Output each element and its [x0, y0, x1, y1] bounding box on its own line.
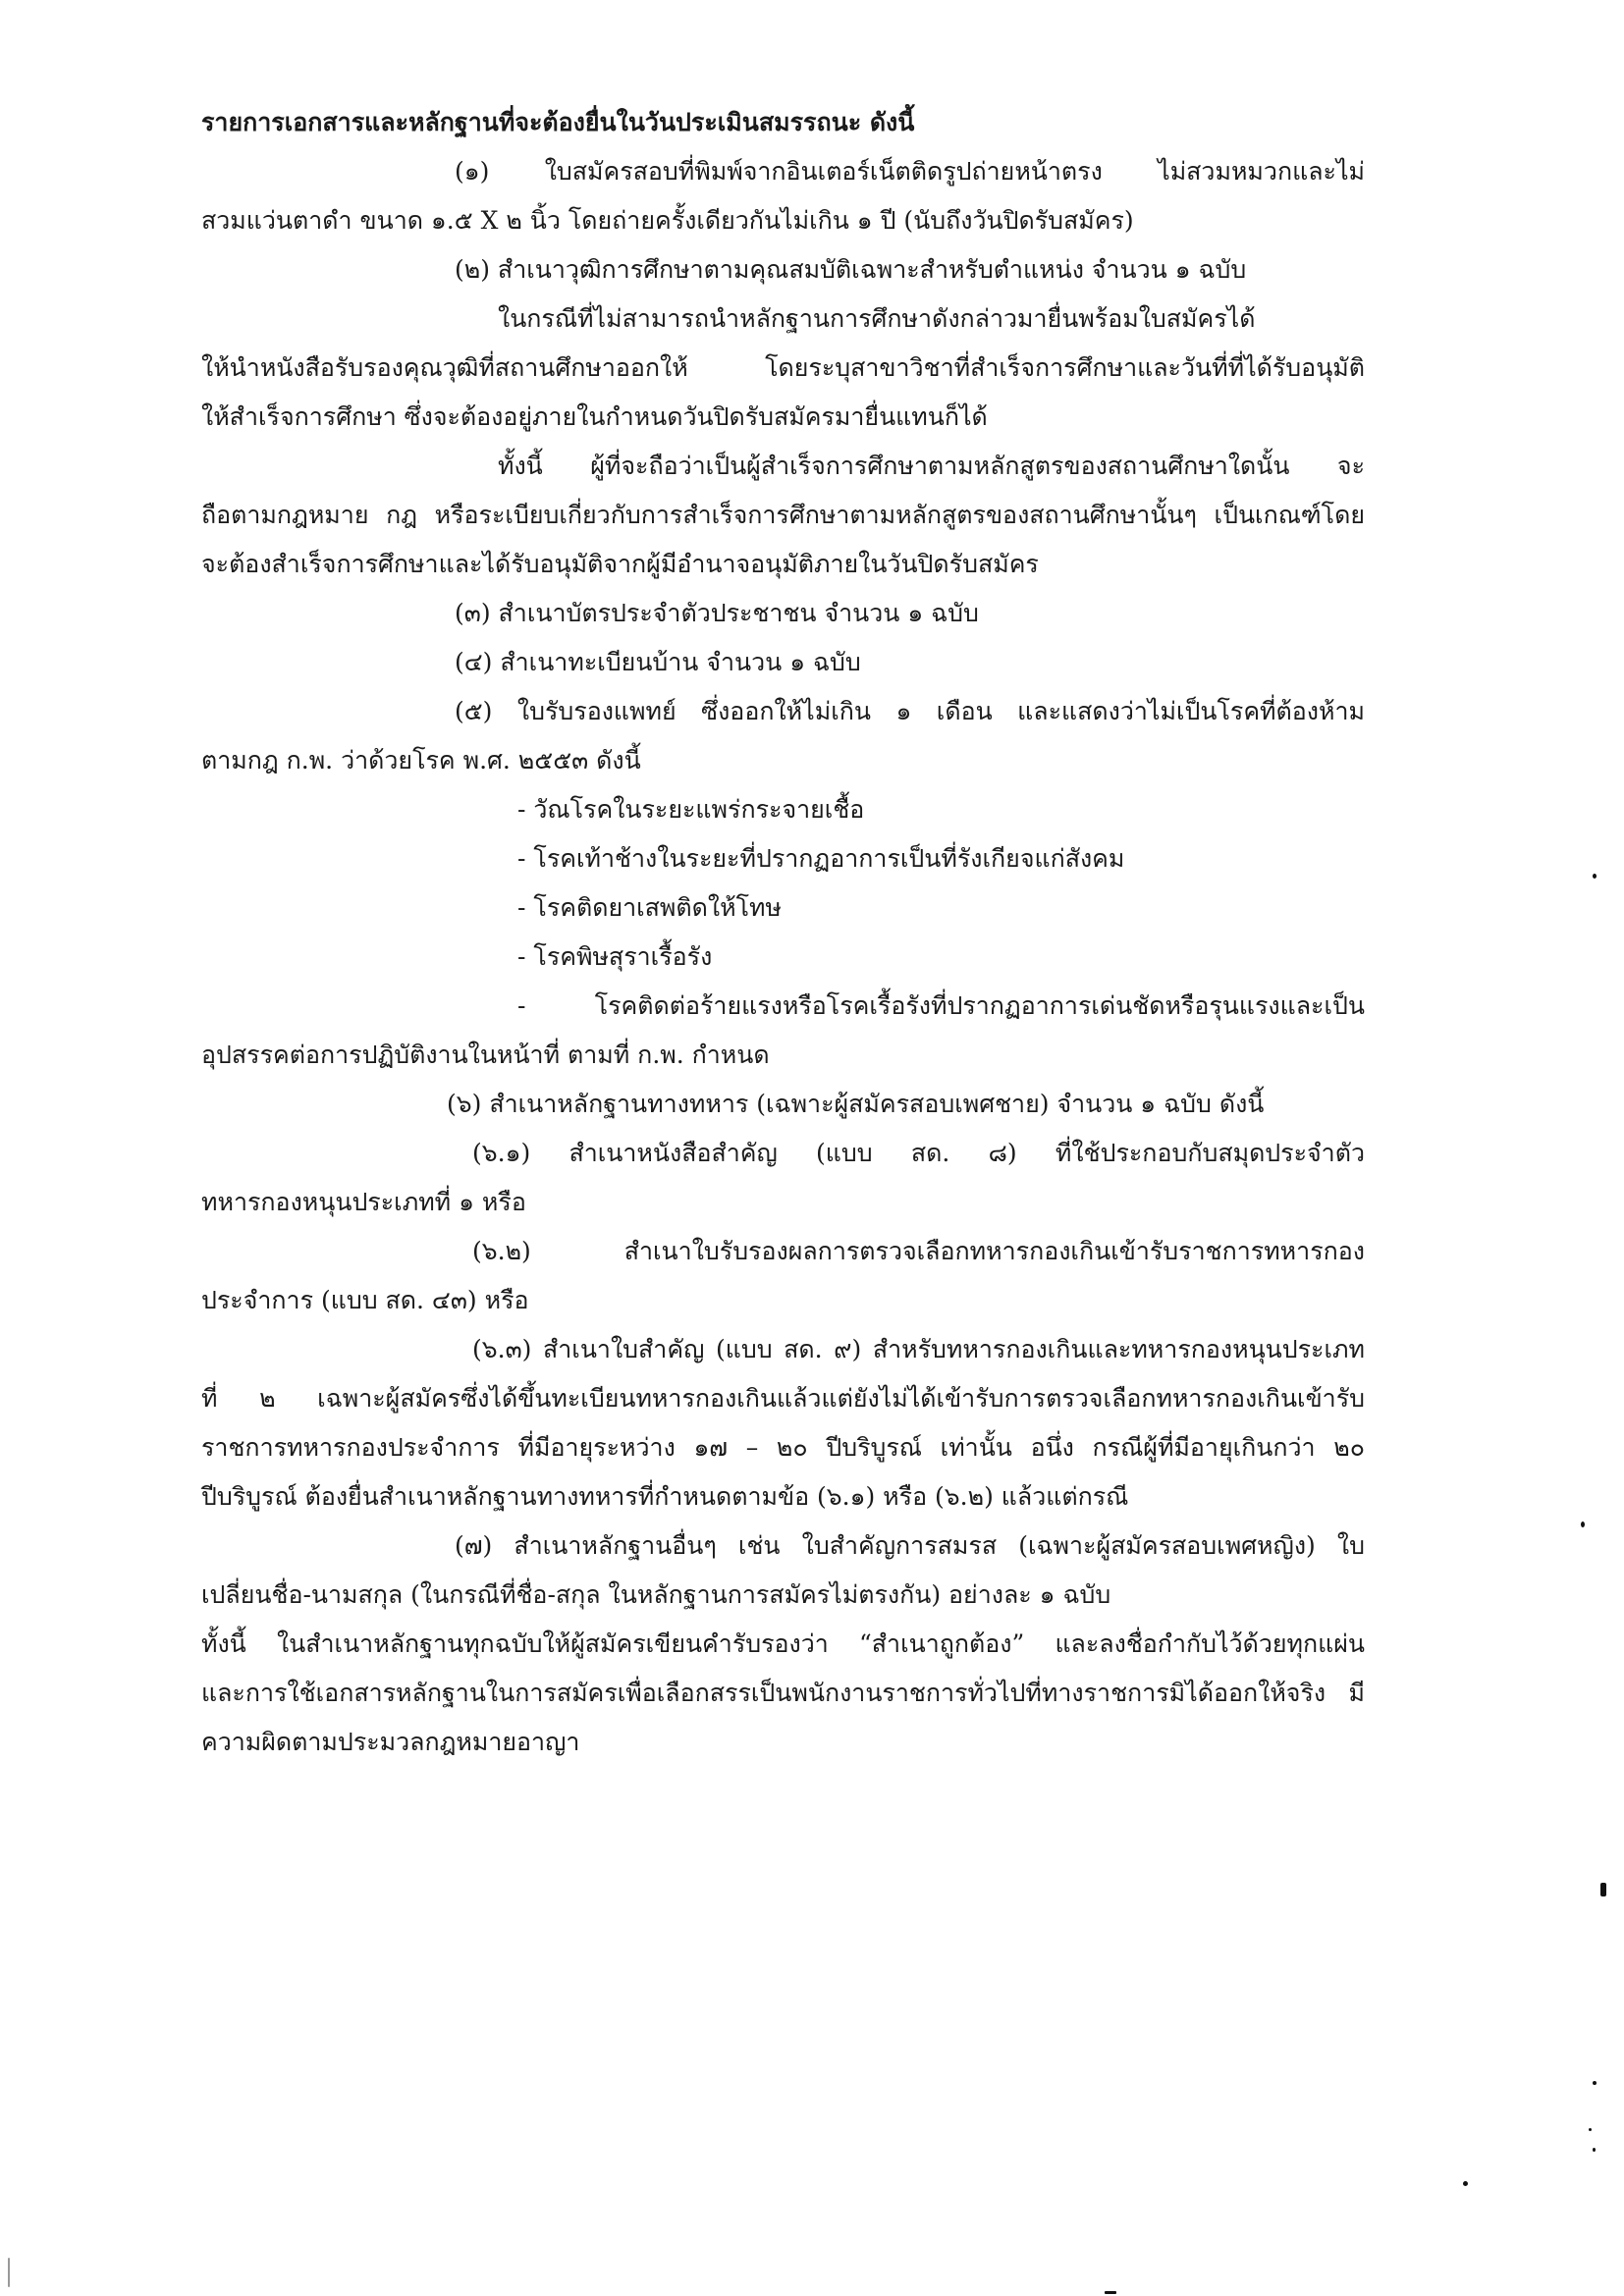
item-6-3-line-1: (๖.๓) สำเนาใบสำคัญ (แบบ สด. ๙) สำหรับทหารกองเกินและทหารกองหนุนประเภท	[472, 1335, 1365, 1363]
item-2-line-7: จะต้องสำเร็จการศึกษาและได้รับอนุมัติจากผู้มีอำนาจอนุมัติภายในวันปิดรับสมัคร	[201, 550, 1039, 578]
scan-speck	[1589, 2128, 1592, 2131]
item-6-2-line-1: (๖.๒) สำเนาใบรับรองผลการตรวจเลือกทหารกองเกินเข้ารับราชการทหารกอง	[472, 1237, 1365, 1265]
item-5-line-1: (๕) ใบรับรองแพทย์ ซึ่งออกให้ไม่เกิน ๑ เดือน และแสดงว่าไม่เป็นโรคที่ต้องห้าม	[455, 697, 1365, 725]
scan-speck	[1581, 1522, 1585, 1527]
item-2-line-6: ถือตามกฎหมาย กฎ หรือระเบียบเกี่ยวกับการสำเร็จการศึกษาตามหลักสูตรของสถานศึกษานั้นๆ เป็นเกณฑ์โดย	[201, 501, 1365, 529]
item-1-line-1: (๑) ใบสมัครสอบที่พิมพ์จากอินเตอร์เน็ตติดรูปถ่ายหน้าตรง ไม่สวมหมวกและไม่	[455, 157, 1365, 186]
scan-speck	[1593, 874, 1597, 879]
item-5-line-2: ตามกฎ ก.พ. ว่าด้วยโรค พ.ศ. ๒๕๕๓ ดังนี้	[201, 746, 641, 774]
item-7-line-1: (๗) สำเนาหลักฐานอื่นๆ เช่น ใบสำคัญการสมรส (เฉพาะผู้สมัครสอบเพศหญิง) ใบ	[455, 1531, 1365, 1560]
item-2-line-1: (๒) สำเนาวุฒิการศึกษาตามคุณสมบัติเฉพาะสำหรับตำแหน่ง จำนวน ๑ ฉบับ	[455, 255, 1247, 284]
disease-item-2: - โรคเท้าช้างในระยะที่ปรากฏอาการเป็นที่รังเกียจแก่สังคม	[517, 844, 1125, 873]
scan-speck	[1593, 2081, 1597, 2085]
item-7-line-2: เปลี่ยนชื่อ-นามสกุล (ในกรณีที่ชื่อ-สกุล ในหลักฐานการสมัครไม่ตรงกัน) อย่างละ ๑ ฉบับ	[201, 1580, 1111, 1609]
document-heading: รายการเอกสารและหลักฐานที่จะต้องยื่นในวันประเมินสมรรถนะ ดังนี้	[201, 108, 915, 136]
disease-item-5-line-1: - โรคติดต่อร้ายแรงหรือโรคเรื้อรังที่ปรากฏอาการเด่นชัดหรือรุนแรงและเป็น	[517, 991, 1365, 1020]
item-3-line: (๓) สำเนาบัตรประจำตัวประชาชน จำนวน ๑ ฉบับ	[455, 599, 979, 627]
scan-speck	[1593, 2148, 1596, 2152]
item-6-3-line-3: ราชการทหารกองประจำการ ที่มีอายุระหว่าง ๑๗ – ๒๐ ปีบริบูรณ์ เท่านั้น อนึ่ง กรณีผู้ที่มีอายุเกินกว่า ๒๐	[201, 1433, 1365, 1462]
item-6-1-line-2: ทหารกองหนุนประเภทที่ ๑ หรือ	[201, 1188, 526, 1216]
item-6-1-line-1: (๖.๑) สำเนาหนังสือสำคัญ (แบบ สด. ๘) ที่ใช้ประกอบกับสมุดประจำตัว	[472, 1139, 1365, 1167]
item-4-line: (๔) สำเนาทะเบียนบ้าน จำนวน ๑ ฉบับ	[455, 648, 861, 676]
disease-item-4: - โรคพิษสุราเรื้อรัง	[517, 942, 713, 971]
disease-item-1: - วัณโรคในระยะแพร่กระจายเชื้อ	[517, 795, 865, 824]
item-6-line: (๖) สำเนาหลักฐานทางทหาร (เฉพาะผู้สมัครสอบเพศชาย) จำนวน ๑ ฉบับ ดังนี้	[447, 1090, 1265, 1118]
item-6-3-line-4: ปีบริบูรณ์ ต้องยื่นสำเนาหลักฐานทางทหารที่กำหนดตามข้อ (๖.๑) หรือ (๖.๒) แล้วแต่กรณี	[201, 1482, 1129, 1511]
item-1-line-2: สวมแว่นตาดำ ขนาด ๑.๕ X ๒ นิ้ว โดยถ่ายครั้งเดียวกันไม่เกิน ๑ ปี (นับถึงวันปิดรับสมัคร)	[201, 206, 1134, 235]
scan-speck	[1105, 2291, 1116, 2294]
scan-speck	[1463, 2181, 1468, 2186]
item-6-3-line-2: ที่ ๒ เฉพาะผู้สมัครซึ่งได้ขึ้นทะเบียนทหารกองเกินแล้วแต่ยังไม่ได้เข้ารับการตรวจเลือกทหารกองเกินเข้ารับ	[201, 1384, 1365, 1413]
disease-item-3: - โรคติดยาเสพติดให้โทษ	[517, 893, 782, 922]
item-2-line-2: ในกรณีที่ไม่สามารถนำหลักฐานการศึกษาดังกล่าวมายื่นพร้อมใบสมัครได้	[498, 304, 1256, 333]
item-6-2-line-2: ประจำการ (แบบ สด. ๔๓) หรือ	[201, 1286, 529, 1314]
certification-note-line-2: และการใช้เอกสารหลักฐานในการสมัครเพื่อเลือกสรรเป็นพนักงานราชการทั่วไปที่ทางราชการมิได้ออกให้จริง มี	[201, 1679, 1365, 1707]
item-2-line-5: ทั้งนี้ ผู้ที่จะถือว่าเป็นผู้สำเร็จการศึกษาตามหลักสูตรของสถานศึกษาใดนั้น จะ	[498, 452, 1365, 480]
scan-speck	[1600, 1883, 1606, 1896]
item-2-line-4: ให้สำเร็จการศึกษา ซึ่งจะต้องอยู่ภายในกำหนดวันปิดรับสมัครมายื่นแทนก็ได้	[201, 402, 988, 431]
document-body	[201, 98, 1365, 1767]
item-2-line-3: ให้นำหนังสือรับรองคุณวุฒิที่สถานศึกษาออกให้ โดยระบุสาขาวิชาที่สำเร็จการศึกษาและวันที่ที่ได้รับอนุมัติ	[201, 353, 1365, 382]
scan-speck	[8, 2258, 10, 2287]
certification-note-line-3: ความผิดตามประมวลกฎหมายอาญา	[201, 1728, 580, 1756]
disease-item-5-line-2: อุปสรรคต่อการปฏิบัติงานในหน้าที่ ตามที่ ก.พ. กำหนด	[201, 1041, 770, 1069]
certification-note-line-1: ทั้งนี้ ในสำเนาหลักฐานทุกฉบับให้ผู้สมัครเขียนคำรับรองว่า “สำเนาถูกต้อง” และลงชื่อกำกับไว้ด้วยทุกแผ่น	[201, 1629, 1365, 1658]
